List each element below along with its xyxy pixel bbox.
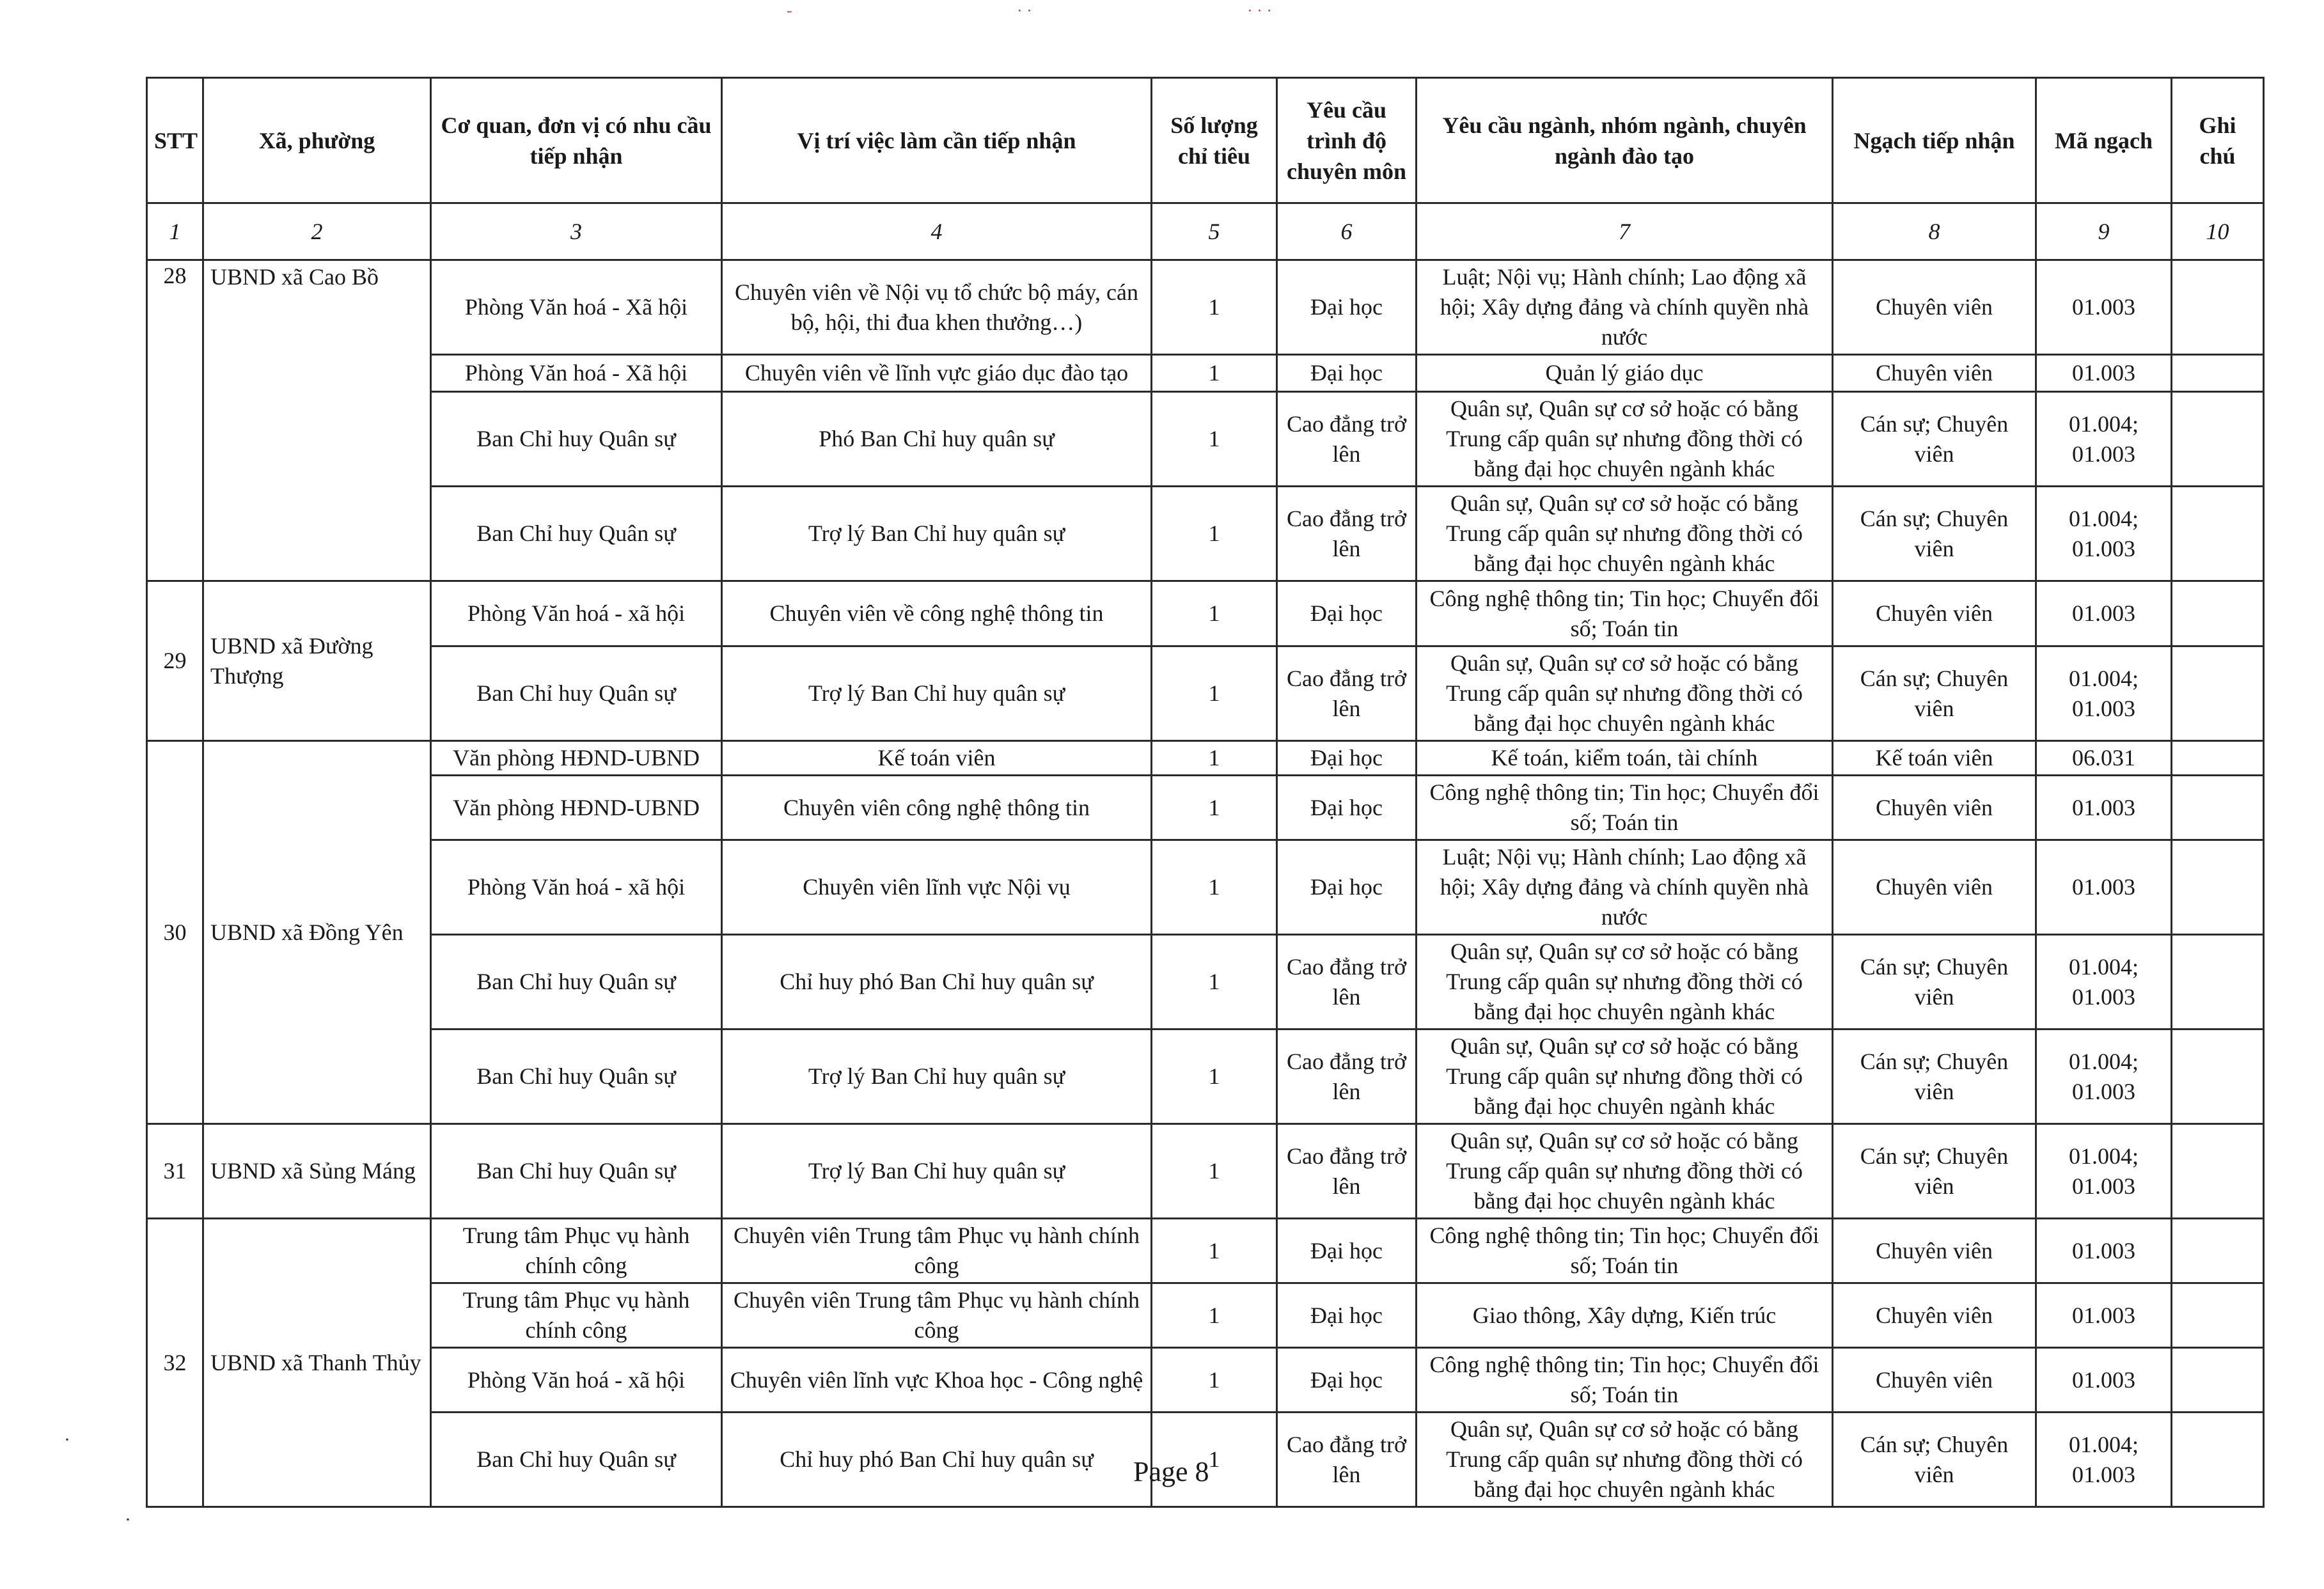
cell-code: 01.004; 01.003 bbox=[2036, 1413, 2172, 1507]
col-number: 4 bbox=[722, 203, 1152, 260]
cell-rank: Kế toán viên bbox=[1833, 741, 2036, 776]
cell-major: Luật; Nội vụ; Hành chính; Lao động xã hội; Xây dựng đảng và chính quyền nhà nước bbox=[1417, 260, 1833, 355]
cell-agency: Phòng Văn hoá - xã hội bbox=[431, 840, 722, 935]
cell-code: 06.031 bbox=[2036, 741, 2172, 776]
page-number: Page 8 bbox=[1133, 1456, 1209, 1487]
cell-quota: 1 bbox=[1152, 392, 1277, 487]
cell-code: 01.003 bbox=[2036, 581, 2172, 646]
cell-rank: Cán sự; Chuyên viên bbox=[1833, 1413, 2036, 1507]
cell-note bbox=[2172, 1413, 2264, 1507]
cell-quota: 1 bbox=[1152, 1029, 1277, 1124]
table-row bbox=[147, 1029, 2264, 1124]
col-number: 1 bbox=[147, 203, 203, 260]
cell-quota: 1 bbox=[1152, 840, 1277, 935]
header-row bbox=[147, 78, 2264, 203]
cell-note bbox=[2172, 840, 2264, 935]
col-number: 8 bbox=[1833, 203, 2036, 260]
cell-agency: Phòng Văn hoá - Xã hội bbox=[431, 355, 722, 392]
cell-agency: Văn phòng HĐND-UBND bbox=[431, 741, 722, 776]
cell-rank: Cán sự; Chuyên viên bbox=[1833, 1029, 2036, 1124]
cell-major: Công nghệ thông tin; Tin học; Chuyển đổi số; Toán tin bbox=[1417, 1348, 1833, 1413]
cell-stt: 30 bbox=[147, 741, 203, 1124]
cell-commune: UBND xã Cao Bồ bbox=[203, 260, 431, 581]
cell-position: Trợ lý Ban Chỉ huy quân sự bbox=[722, 1029, 1152, 1124]
cell-level: Đại học bbox=[1277, 355, 1417, 392]
cell-position: Chuyên viên Trung tâm Phục vụ hành chính công bbox=[722, 1283, 1152, 1348]
table-row bbox=[147, 581, 2264, 646]
cell-quota: 1 bbox=[1152, 355, 1277, 392]
cell-commune: UBND xã Sủng Máng bbox=[203, 1124, 431, 1219]
cell-quota: 1 bbox=[1152, 487, 1277, 581]
cell-level: Cao đẳng trở lên bbox=[1277, 487, 1417, 581]
col-header-agency: Cơ quan, đơn vị có nhu cầu tiếp nhận bbox=[431, 78, 722, 203]
table-row bbox=[147, 260, 2264, 355]
cell-code: 01.004; 01.003 bbox=[2036, 935, 2172, 1029]
cell-agency: Ban Chỉ huy Quân sự bbox=[431, 1124, 722, 1219]
cell-note bbox=[2172, 355, 2264, 392]
cell-rank: Cán sự; Chuyên viên bbox=[1833, 935, 2036, 1029]
cell-quota: 1 bbox=[1152, 1124, 1277, 1219]
cell-major: Công nghệ thông tin; Tin học; Chuyển đổi số; Toán tin bbox=[1417, 581, 1833, 646]
col-header-level: Yêu cầu trình độ chuyên môn bbox=[1277, 78, 1417, 203]
col-header-major: Yêu cầu ngành, nhóm ngành, chuyên ngành đào tạo bbox=[1417, 78, 1833, 203]
table-body bbox=[147, 260, 2264, 1507]
cell-position: Chuyên viên lĩnh vực Khoa học - Công nghệ bbox=[722, 1348, 1152, 1413]
col-header-code: Mã ngạch bbox=[2036, 78, 2172, 203]
cell-code: 01.004; 01.003 bbox=[2036, 392, 2172, 487]
cell-quota: 1 bbox=[1152, 935, 1277, 1029]
cell-major: Giao thông, Xây dựng, Kiến trúc bbox=[1417, 1283, 1833, 1348]
cell-rank: Chuyên viên bbox=[1833, 776, 2036, 840]
cell-note bbox=[2172, 1348, 2264, 1413]
cell-level: Đại học bbox=[1277, 1348, 1417, 1413]
cell-note bbox=[2172, 1283, 2264, 1348]
cell-major: Quân sự, Quân sự cơ sở hoặc có bằng Trung cấp quân sự nhưng đồng thời có bằng đại học chuyên ngành khác bbox=[1417, 1124, 1833, 1219]
table-row bbox=[147, 935, 2264, 1029]
cell-agency: Ban Chỉ huy Quân sự bbox=[431, 935, 722, 1029]
cell-note bbox=[2172, 581, 2264, 646]
cell-rank: Cán sự; Chuyên viên bbox=[1833, 392, 2036, 487]
cell-position: Chỉ huy phó Ban Chỉ huy quân sự bbox=[722, 1413, 1152, 1507]
cell-quota: 1 bbox=[1152, 646, 1277, 741]
cell-agency: Phòng Văn hoá - Xã hội bbox=[431, 260, 722, 355]
cell-note bbox=[2172, 260, 2264, 355]
col-number: 7 bbox=[1417, 203, 1833, 260]
col-number: 6 bbox=[1277, 203, 1417, 260]
table-row bbox=[147, 776, 2264, 840]
cell-code: 01.003 bbox=[2036, 1348, 2172, 1413]
cell-stt: 32 bbox=[147, 1219, 203, 1507]
cell-note bbox=[2172, 776, 2264, 840]
col-header-quota: Số lượng chỉ tiêu bbox=[1152, 78, 1277, 203]
cell-agency: Trung tâm Phục vụ hành chính công bbox=[431, 1283, 722, 1348]
cell-rank: Chuyên viên bbox=[1833, 1348, 2036, 1413]
cell-rank: Chuyên viên bbox=[1833, 260, 2036, 355]
cell-major: Công nghệ thông tin; Tin học; Chuyển đổi số; Toán tin bbox=[1417, 776, 1833, 840]
cell-major: Quản lý giáo dục bbox=[1417, 355, 1833, 392]
cell-level: Cao đẳng trở lên bbox=[1277, 935, 1417, 1029]
cell-rank: Chuyên viên bbox=[1833, 581, 2036, 646]
col-header-commune: Xã, phường bbox=[203, 78, 431, 203]
cell-rank: Chuyên viên bbox=[1833, 1219, 2036, 1283]
col-number: 10 bbox=[2172, 203, 2264, 260]
cell-agency: Trung tâm Phục vụ hành chính công bbox=[431, 1219, 722, 1283]
cell-level: Cao đẳng trở lên bbox=[1277, 1029, 1417, 1124]
cell-code: 01.003 bbox=[2036, 776, 2172, 840]
col-header-position: Vị trí việc làm cần tiếp nhận bbox=[722, 78, 1152, 203]
cell-position: Chuyên viên về Nội vụ tổ chức bộ máy, cán bộ, hội, thi đua khen thưởng…) bbox=[722, 260, 1152, 355]
col-header-rank: Ngạch tiếp nhận bbox=[1833, 78, 2036, 203]
cell-commune: UBND xã Thanh Thủy bbox=[203, 1219, 431, 1507]
cell-rank: Cán sự; Chuyên viên bbox=[1833, 1124, 2036, 1219]
cell-code: 01.003 bbox=[2036, 355, 2172, 392]
cell-stt: 28 bbox=[147, 260, 203, 581]
cell-position: Chỉ huy phó Ban Chỉ huy quân sự bbox=[722, 935, 1152, 1029]
cell-note bbox=[2172, 1029, 2264, 1124]
cell-agency: Ban Chỉ huy Quân sự bbox=[431, 487, 722, 581]
cell-note bbox=[2172, 392, 2264, 487]
cell-position: Chuyên viên về lĩnh vực giáo dục đào tạo bbox=[722, 355, 1152, 392]
table-row bbox=[147, 646, 2264, 741]
cell-major: Công nghệ thông tin; Tin học; Chuyển đổi số; Toán tin bbox=[1417, 1219, 1833, 1283]
cell-note bbox=[2172, 487, 2264, 581]
table-row bbox=[147, 1283, 2264, 1348]
col-number: 9 bbox=[2036, 203, 2172, 260]
cell-rank: Chuyên viên bbox=[1833, 840, 2036, 935]
cell-agency: Phòng Văn hoá - xã hội bbox=[431, 1348, 722, 1413]
cell-level: Đại học bbox=[1277, 581, 1417, 646]
cell-code: 01.003 bbox=[2036, 1219, 2172, 1283]
col-number: 5 bbox=[1152, 203, 1277, 260]
table-row bbox=[147, 1219, 2264, 1283]
cell-level: Đại học bbox=[1277, 741, 1417, 776]
cell-level: Đại học bbox=[1277, 260, 1417, 355]
cell-position: Trợ lý Ban Chỉ huy quân sự bbox=[722, 646, 1152, 741]
cell-position: Kế toán viên bbox=[722, 741, 1152, 776]
cell-major: Quân sự, Quân sự cơ sở hoặc có bằng Trung cấp quân sự nhưng đồng thời có bằng đại học chuyên ngành khác bbox=[1417, 392, 1833, 487]
cell-stt: 31 bbox=[147, 1124, 203, 1219]
cell-agency: Ban Chỉ huy Quân sự bbox=[431, 1029, 722, 1124]
cell-major: Quân sự, Quân sự cơ sở hoặc có bằng Trung cấp quân sự nhưng đồng thời có bằng đại học chuyên ngành khác bbox=[1417, 646, 1833, 741]
cell-major: Quân sự, Quân sự cơ sở hoặc có bằng Trung cấp quân sự nhưng đồng thời có bằng đại học chuyên ngành khác bbox=[1417, 1413, 1833, 1507]
cell-major: Quân sự, Quân sự cơ sở hoặc có bằng Trung cấp quân sự nhưng đồng thời có bằng đại học chuyên ngành khác bbox=[1417, 1029, 1833, 1124]
cell-position: Chuyên viên về công nghệ thông tin bbox=[722, 581, 1152, 646]
table-row bbox=[147, 355, 2264, 392]
cell-quota: 1 bbox=[1152, 260, 1277, 355]
cell-quota: 1 bbox=[1152, 741, 1277, 776]
recruitment-table-sheet bbox=[146, 77, 2263, 1508]
cell-level: Đại học bbox=[1277, 1283, 1417, 1348]
cell-level: Cao đẳng trở lên bbox=[1277, 1124, 1417, 1219]
cell-position: Trợ lý Ban Chỉ huy quân sự bbox=[722, 487, 1152, 581]
cell-code: 01.004; 01.003 bbox=[2036, 1124, 2172, 1219]
cell-stt: 29 bbox=[147, 581, 203, 741]
cell-rank: Chuyên viên bbox=[1833, 355, 2036, 392]
cell-level: Đại học bbox=[1277, 840, 1417, 935]
table-row bbox=[147, 1348, 2264, 1413]
cell-commune: UBND xã Đường Thượng bbox=[203, 581, 431, 741]
cell-commune: UBND xã Đồng Yên bbox=[203, 741, 431, 1124]
cell-agency: Ban Chỉ huy Quân sự bbox=[431, 1413, 722, 1507]
cell-code: 01.003 bbox=[2036, 260, 2172, 355]
cell-quota: 1 bbox=[1152, 1219, 1277, 1283]
cell-major: Luật; Nội vụ; Hành chính; Lao động xã hội; Xây dựng đảng và chính quyền nhà nước bbox=[1417, 840, 1833, 935]
cell-quota: 1 bbox=[1152, 1413, 1277, 1507]
cell-agency: Ban Chỉ huy Quân sự bbox=[431, 392, 722, 487]
cell-code: 01.003 bbox=[2036, 840, 2172, 935]
cell-note bbox=[2172, 741, 2264, 776]
cell-level: Cao đẳng trở lên bbox=[1277, 1413, 1417, 1507]
cell-major: Quân sự, Quân sự cơ sở hoặc có bằng Trung cấp quân sự nhưng đồng thời có bằng đại học chuyên ngành khác bbox=[1417, 935, 1833, 1029]
cell-rank: Chuyên viên bbox=[1833, 1283, 2036, 1348]
cell-code: 01.003 bbox=[2036, 1283, 2172, 1348]
cell-code: 01.004; 01.003 bbox=[2036, 646, 2172, 741]
col-header-stt: STT bbox=[147, 78, 203, 203]
cell-code: 01.004; 01.003 bbox=[2036, 487, 2172, 581]
cell-code: 01.004; 01.003 bbox=[2036, 1029, 2172, 1124]
cell-quota: 1 bbox=[1152, 776, 1277, 840]
cell-quota: 1 bbox=[1152, 1283, 1277, 1348]
cell-quota: 1 bbox=[1152, 1348, 1277, 1413]
cell-rank: Cán sự; Chuyên viên bbox=[1833, 487, 2036, 581]
cell-note bbox=[2172, 1219, 2264, 1283]
cell-position: Phó Ban Chỉ huy quân sự bbox=[722, 392, 1152, 487]
cell-position: Chuyên viên Trung tâm Phục vụ hành chính công bbox=[722, 1219, 1152, 1283]
col-number: 3 bbox=[431, 203, 722, 260]
recruitment-table bbox=[146, 77, 2265, 1508]
cell-quota: 1 bbox=[1152, 581, 1277, 646]
cell-note bbox=[2172, 1124, 2264, 1219]
cell-major: Quân sự, Quân sự cơ sở hoặc có bằng Trung cấp quân sự nhưng đồng thời có bằng đại học chuyên ngành khác bbox=[1417, 487, 1833, 581]
cell-rank: Cán sự; Chuyên viên bbox=[1833, 646, 2036, 741]
column-number-row bbox=[147, 203, 2264, 260]
cell-level: Cao đẳng trở lên bbox=[1277, 392, 1417, 487]
cell-level: Đại học bbox=[1277, 776, 1417, 840]
table-row bbox=[147, 487, 2264, 581]
col-header-note: Ghi chú bbox=[2172, 78, 2264, 203]
cell-agency: Phòng Văn hoá - xã hội bbox=[431, 581, 722, 646]
cell-agency: Ban Chỉ huy Quân sự bbox=[431, 646, 722, 741]
cell-level: Cao đẳng trở lên bbox=[1277, 646, 1417, 741]
table-row bbox=[147, 1124, 2264, 1219]
cell-note bbox=[2172, 646, 2264, 741]
cell-position: Trợ lý Ban Chỉ huy quân sự bbox=[722, 1124, 1152, 1219]
cell-major: Kế toán, kiểm toán, tài chính bbox=[1417, 741, 1833, 776]
table-row bbox=[147, 741, 2264, 776]
table-row bbox=[147, 840, 2264, 935]
cell-level: Đại học bbox=[1277, 1219, 1417, 1283]
col-number: 2 bbox=[203, 203, 431, 260]
table-row bbox=[147, 392, 2264, 487]
cell-position: Chuyên viên công nghệ thông tin bbox=[722, 776, 1152, 840]
cell-note bbox=[2172, 935, 2264, 1029]
cell-position: Chuyên viên lĩnh vực Nội vụ bbox=[722, 840, 1152, 935]
cell-agency: Văn phòng HĐND-UBND bbox=[431, 776, 722, 840]
